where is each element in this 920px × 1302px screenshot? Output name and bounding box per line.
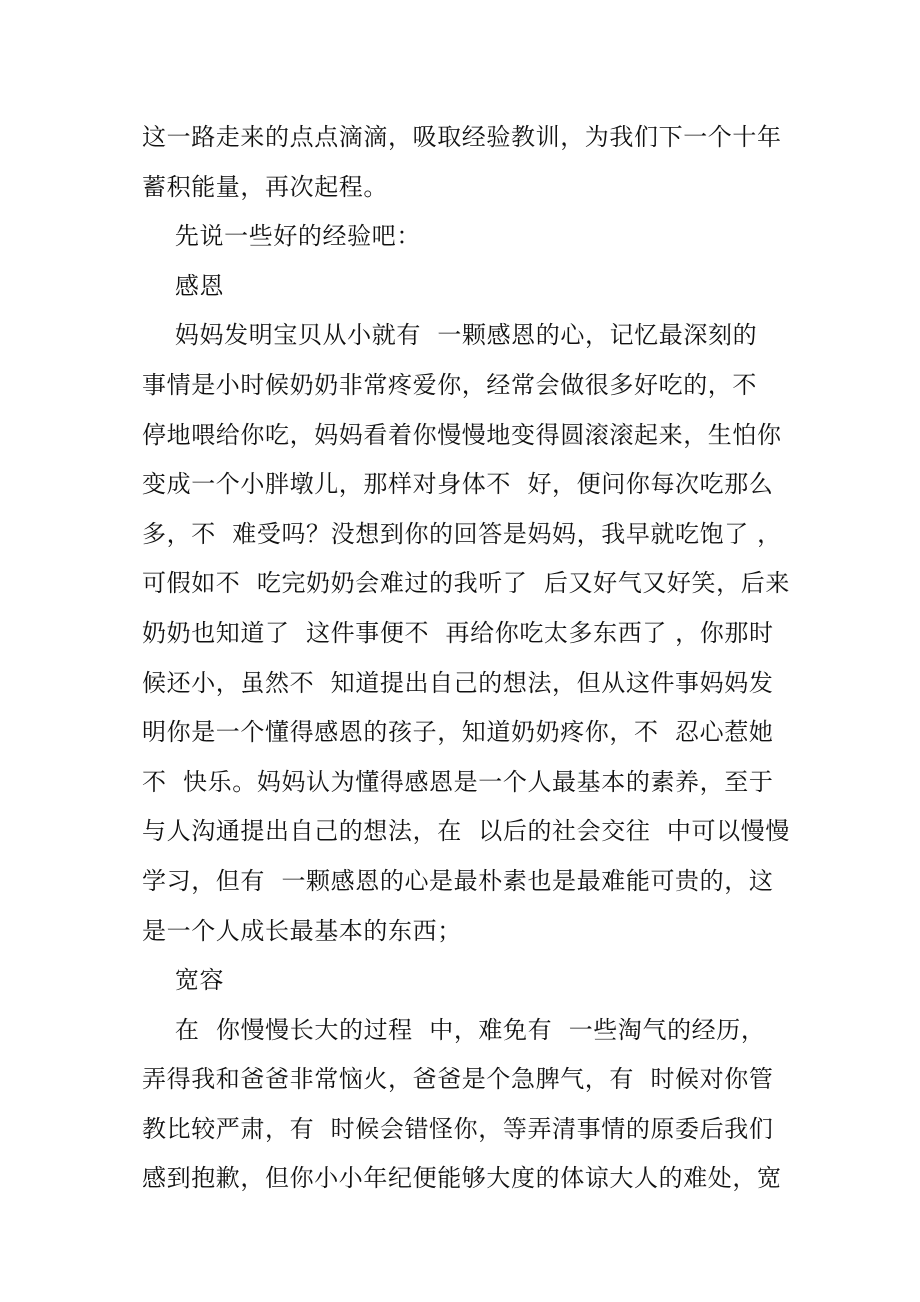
text-line: 多，不 难受吗？没想到你的回答是妈妈，我早就吃饱了 ，	[142, 519, 782, 548]
text-line: 事情是小时候奶奶非常疼爱你，经常会做很多好吃的，不	[142, 370, 757, 399]
text-line: 变成一个小胖墩儿，那样对身体不 好，便问你每次吃那么	[142, 470, 774, 499]
text-line: 妈妈发明宝贝从小就有 一颗感恩的心，记忆最深刻的	[142, 321, 758, 350]
text-line: 弄得我和爸爸非常恼火，爸爸是个急脾气，有 时候对你管	[142, 1065, 774, 1094]
text-line: 停地喂给你吃，妈妈看着你慢慢地变得圆滚滚起来，生怕你	[142, 420, 782, 449]
section-heading-gratitude: 感恩	[142, 271, 225, 300]
text-line: 这一路走来的点点滴滴，吸取经验教训，为我们下一个十年	[142, 123, 782, 151]
text-line: 与人沟通提出自己的想法，在 以后的社会交往 中可以慢慢	[142, 817, 790, 846]
document-body	[142, 113, 792, 1204]
text-line: 学习，但有 一颗感恩的心是最朴素也是最难能可贵的，这	[142, 866, 774, 895]
section-heading-tolerance: 宽容	[142, 966, 225, 995]
text-line: 明你是一个懂得感恩的孩子，知道奶奶疼你，不 忍心惹她	[142, 718, 774, 747]
text-line: 蓄积能量，再次起程。	[142, 172, 388, 201]
text-line: 在 你慢慢长大的过程 中，难免有 一些淘气的经历，	[142, 1015, 766, 1044]
text-line: 候还小，虽然不 知道提出自己的想法，但从这件事妈妈发	[142, 668, 774, 697]
text-line: 感到抱歉，但你小小年纪便能够大度的体谅大人的难处，宽	[142, 1164, 782, 1193]
text-line: 奶奶也知道了 这件事便不 再给你吃太多东西了 ，你那时	[142, 618, 774, 647]
text-line: 先说一些好的经验吧：	[142, 222, 421, 251]
text-line: 教比较严肃，有 时候会错怪你，等弄清事情的原委后我们	[142, 1114, 774, 1143]
text-line: 不 快乐。妈妈认为懂得感恩是一个人最基本的素养，至于	[142, 767, 774, 796]
text-line: 可假如不 吃完奶奶会难过的我听了 后又好气又好笑，后来	[142, 569, 790, 598]
text-line: 是一个人成长最基本的东西；	[142, 916, 462, 945]
